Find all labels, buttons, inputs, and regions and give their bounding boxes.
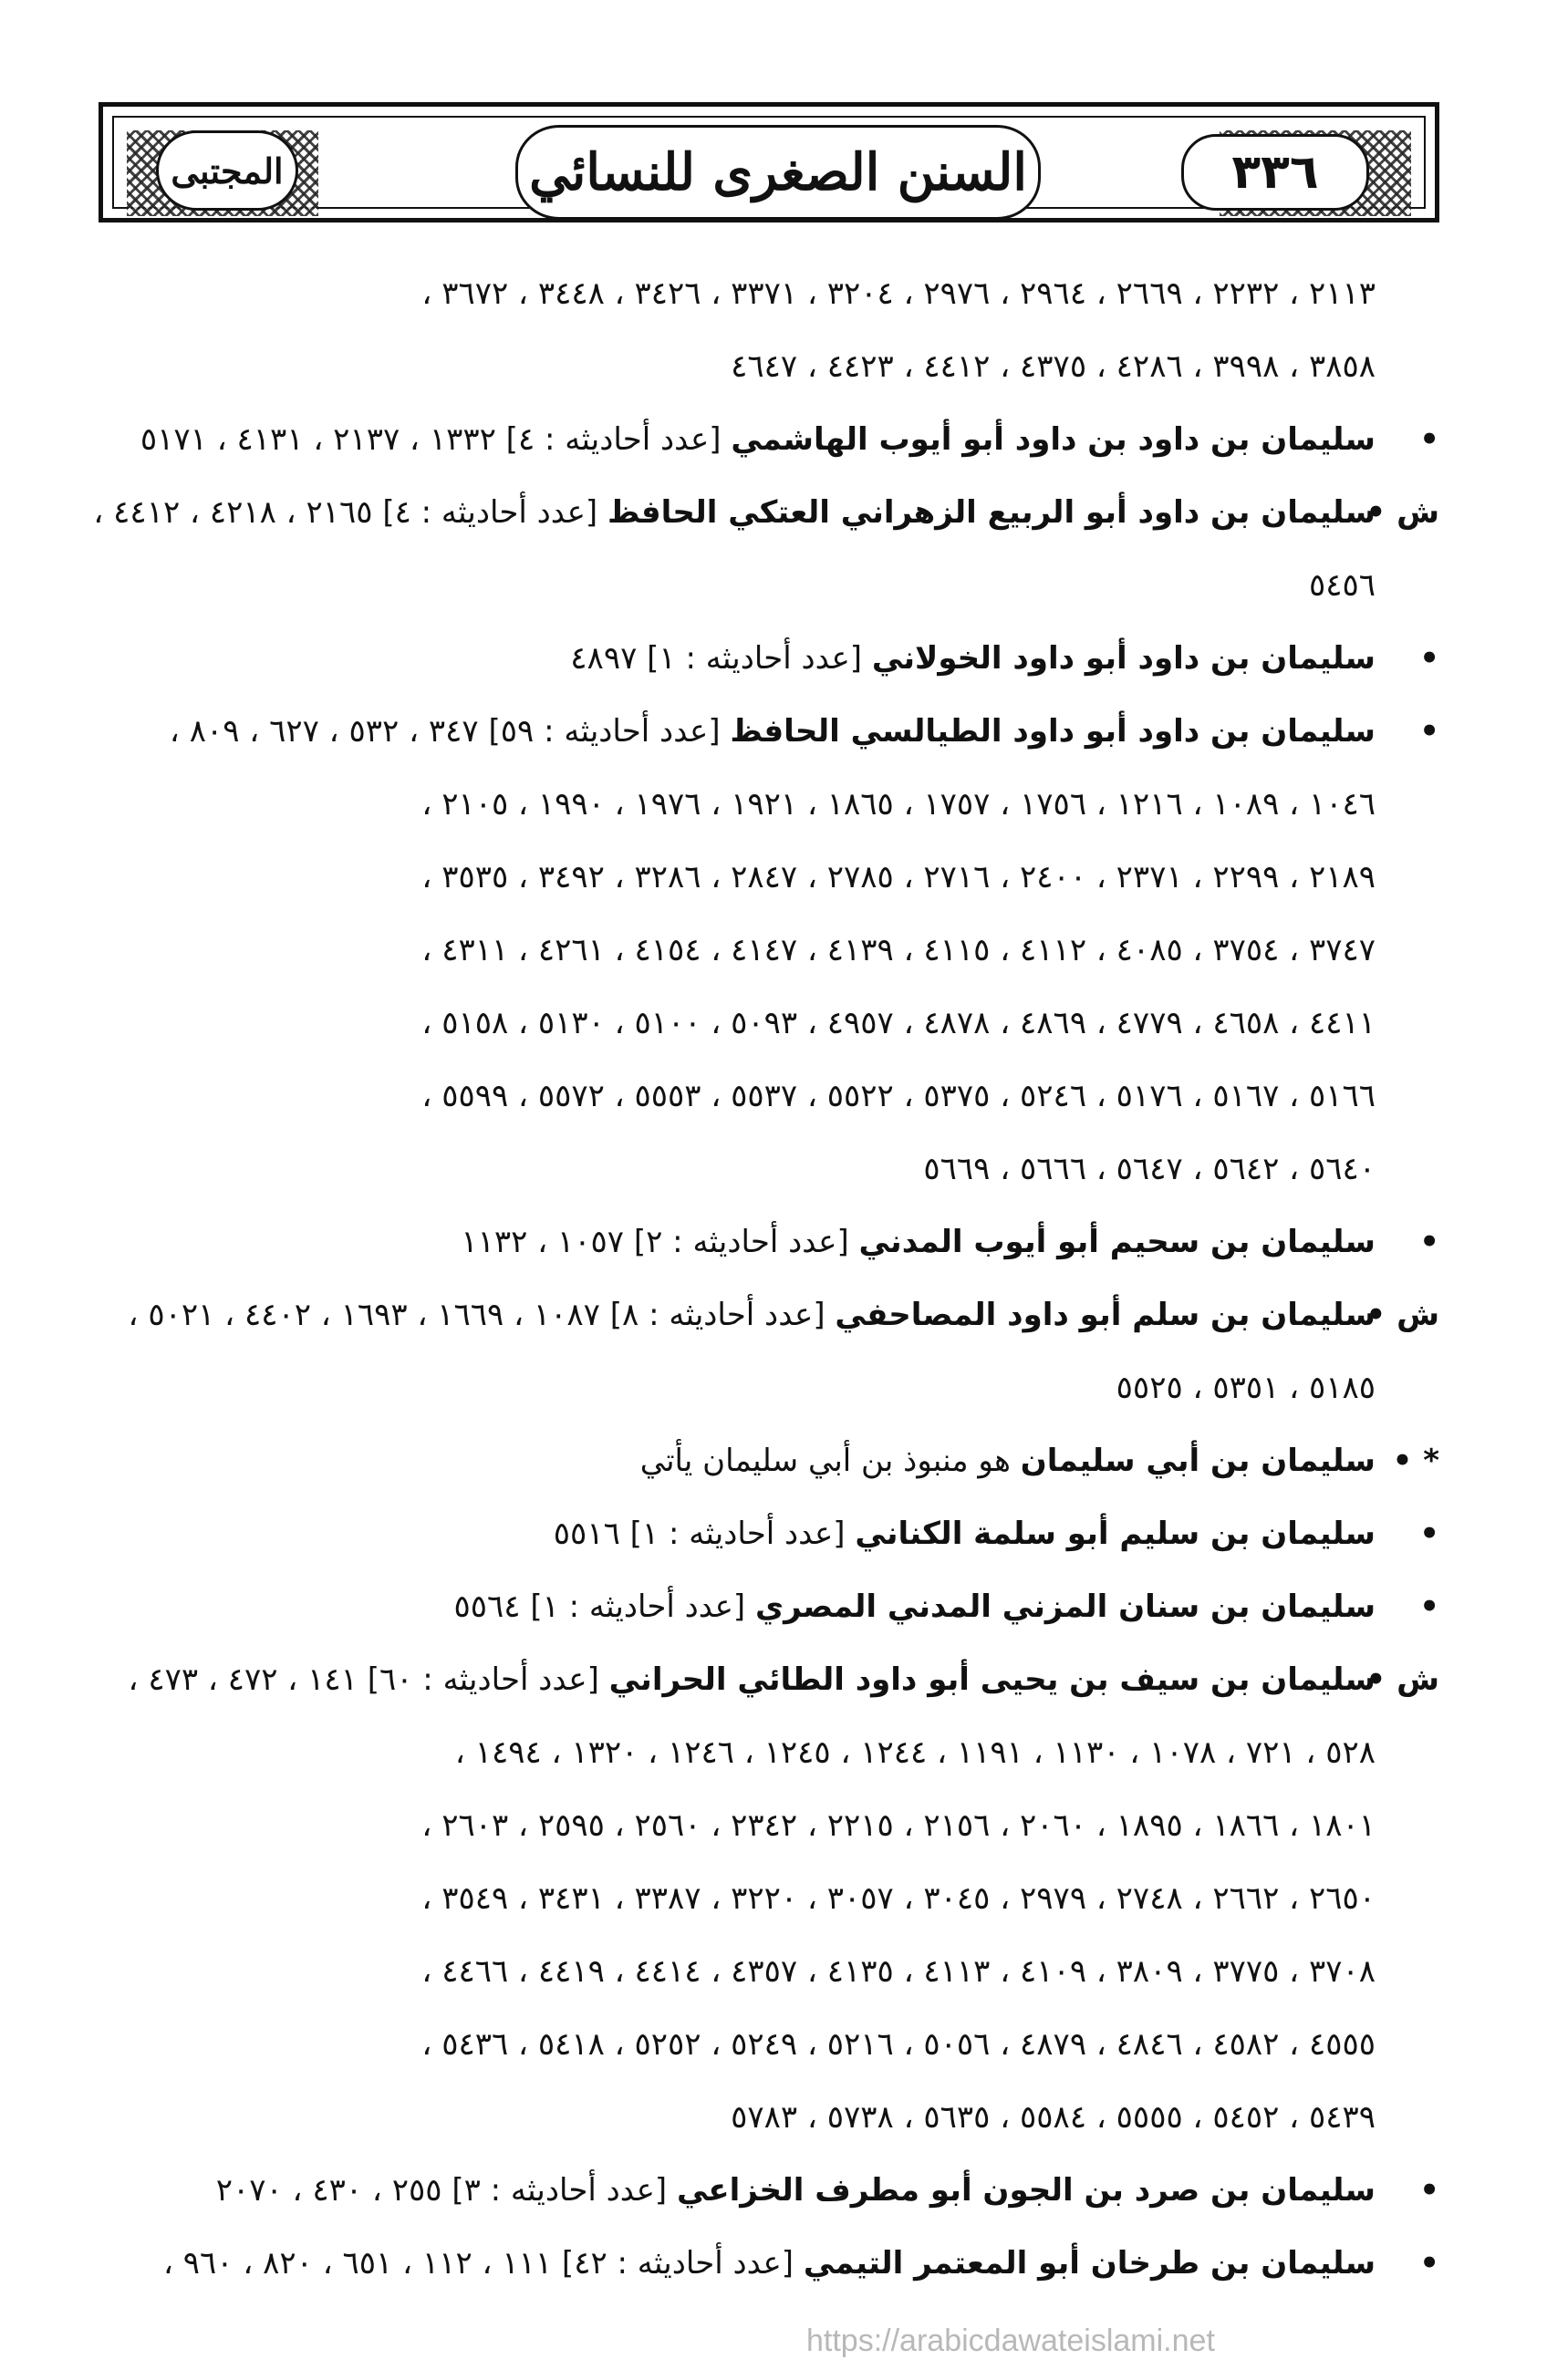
hadith-number-line — [108, 2081, 1439, 2154]
narrator-entry — [108, 1497, 1439, 1570]
narrator-entry — [108, 1570, 1439, 1643]
narrator-name: سليمان بن سحيم أبو أيوب المدني — [858, 1224, 1376, 1260]
hadith-numbers: ١٠٨٧ ، ١٦٦٩ ، ١٦٩٣ ، ٤٤٠٢ ، ٥٠٢١ ، — [128, 1297, 600, 1333]
entry-marker: • — [1419, 713, 1439, 750]
hadith-numbers: ١٤١ ، ٤٧٢ ، ٤٧٣ ، — [128, 1661, 358, 1698]
page-number: ٣٣٦ — [1231, 145, 1319, 200]
hadith-numbers: ١٣٣٢ ، ٢١٣٧ ، ٤١٣١ ، ٥١٧١ — [140, 421, 496, 458]
hadith-numbers: ١٠٥٧ ، ١١٣٢ — [461, 1224, 625, 1260]
entry-marker: • — [1419, 2245, 1439, 2282]
hadith-count: [عدد أحاديثه : ٤٢] — [561, 2245, 794, 2282]
entry-marker: • — [1419, 1516, 1439, 1552]
narrator-entry — [108, 1643, 1439, 1716]
narrator-entry — [108, 1424, 1439, 1497]
hadith-numbers: ٥١٨٥ ، ٥٣٥١ ، ٥٥٢٥ — [1116, 1370, 1376, 1406]
book-logo — [156, 130, 298, 211]
hadith-numbers: ٥٤٣٩ ، ٥٤٥٢ ، ٥٥٥٥ ، ٥٥٨٤ ، ٥٦٣٥ ، ٥٧٣٨ ، ٥٧٨٣ — [731, 2099, 1376, 2136]
hadith-count: [عدد أحاديثه : ١] — [530, 1588, 746, 1625]
page-number-box — [1181, 134, 1369, 211]
hadith-numbers: ٢١٨٩ ، ٢٢٩٩ ، ٢٣٧١ ، ٢٤٠٠ ، ٢٧١٦ ، ٢٧٨٥ ، ٢٨٤٧ ، ٣٢٨٦ ، ٣٤٩٢ ، ٣٥٣٥ ، — [421, 859, 1376, 895]
hadith-count: [عدد أحاديثه : ٥٩] — [488, 713, 721, 750]
entry-marker: • — [1419, 640, 1439, 677]
hadith-numbers: ٣٤٧ ، ٥٣٢ ، ٦٢٧ ، ٨٠٩ ، — [169, 713, 479, 750]
hadith-number-line — [108, 1716, 1439, 1789]
hadith-count: [عدد أحاديثه : ١] — [629, 1516, 846, 1552]
hadith-numbers: ٤٤١١ ، ٤٦٥٨ ، ٤٧٧٩ ، ٤٨٦٩ ، ٤٨٧٨ ، ٤٩٥٧ ، ٥٠٩٣ ، ٥١٠٠ ، ٥١٣٠ ، ٥١٥٨ ، — [421, 1005, 1376, 1041]
narrator-entry — [108, 2154, 1439, 2227]
entry-marker: • — [1419, 2172, 1439, 2209]
narrator-name: سليمان بن سلم أبو داود المصاحفي — [835, 1297, 1376, 1333]
entry-marker: ش • — [1365, 1661, 1439, 1698]
hadith-numbers: ٥١٦٦ ، ٥١٦٧ ، ٥١٧٦ ، ٥٢٤٦ ، ٥٣٧٥ ، ٥٥٢٢ ، ٥٥٣٧ ، ٥٥٥٣ ، ٥٥٧٢ ، ٥٥٩٩ ، — [421, 1078, 1376, 1114]
page-header — [99, 102, 1439, 222]
hadith-numbers: ٥٦٤٠ ، ٥٦٤٢ ، ٥٦٤٧ ، ٥٦٦٦ ، ٥٦٦٩ — [923, 1151, 1376, 1187]
hadith-count: [عدد أحاديثه : ١] — [647, 640, 863, 677]
hadith-number-line — [108, 1351, 1439, 1424]
narrator-entry — [108, 695, 1439, 768]
entry-marker: • — [1419, 1588, 1439, 1625]
hadith-numbers: ١١١ ، ١١٢ ، ٦٥١ ، ٨٢٠ ، ٩٦٠ ، — [162, 2245, 553, 2282]
header-frame — [112, 116, 1426, 209]
hadith-number-line — [108, 1060, 1439, 1133]
hadith-numbers: ١٠٤٦ ، ١٠٨٩ ، ١٢١٦ ، ١٧٥٦ ، ١٧٥٧ ، ١٨٦٥ ، ١٩٢١ ، ١٩٧٦ ، ١٩٩٠ ، ٢١٠٥ ، — [421, 786, 1376, 823]
narrator-name: سليمان بن سليم أبو سلمة الكناني — [855, 1516, 1376, 1552]
entry-marker: * • — [1392, 1443, 1439, 1479]
hadith-number-line — [108, 1789, 1439, 1862]
hadith-number-line — [108, 1862, 1439, 1935]
narrator-entry — [108, 1278, 1439, 1351]
narrator-name: سليمان بن أبي سليمان — [1020, 1443, 1376, 1479]
hadith-count: [عدد أحاديثه : ٤] — [382, 494, 598, 531]
narrator-entry — [108, 403, 1439, 476]
narrator-name: سليمان بن داود بن داود أبو أيوب الهاشمي — [731, 421, 1376, 458]
hadith-number-line — [108, 257, 1439, 330]
hadith-numbers: ٥٥٦٤ — [453, 1588, 521, 1625]
hadith-numbers: ٢٦٥٠ ، ٢٦٦٢ ، ٢٧٤٨ ، ٢٩٧٩ ، ٣٠٤٥ ، ٣٠٥٧ ، ٣٢٢٠ ، ٣٣٨٧ ، ٣٤٣١ ، ٣٥٤٩ ، — [421, 1880, 1376, 1917]
logo-text: المجتبى — [171, 150, 284, 191]
hadith-number-line — [108, 914, 1439, 987]
hadith-number-line — [108, 768, 1439, 841]
hadith-count: [عدد أحاديثه : ٤] — [505, 421, 722, 458]
hadith-number-line — [108, 330, 1439, 403]
hadith-count: [عدد أحاديثه : ٨] — [609, 1297, 825, 1333]
hadith-number-line — [108, 2008, 1439, 2081]
hadith-number-line — [108, 549, 1439, 622]
hadith-number-line — [108, 987, 1439, 1060]
entry-marker: ش • — [1365, 494, 1439, 531]
narrator-name: سليمان بن داود أبو الربيع الزهراني العتكي الحافظ — [607, 494, 1376, 531]
narrator-name: سليمان بن صرد بن الجون أبو مطرف الخزاعي — [677, 2172, 1376, 2209]
hadith-numbers: ٤٥٥٥ ، ٤٥٨٢ ، ٤٨٤٦ ، ٤٨٧٩ ، ٥٠٥٦ ، ٥٢١٦ ، ٥٢٤٩ ، ٥٢٥٢ ، ٥٤١٨ ، ٥٤٣٦ ، — [421, 2026, 1376, 2063]
narrator-name: سليمان بن داود أبو داود الخولاني — [871, 640, 1376, 677]
narrator-name: سليمان بن سيف بن يحيى أبو داود الطائي الحراني — [608, 1661, 1376, 1698]
hadith-numbers: ٢١٦٥ ، ٤٢١٨ ، ٤٤١٢ ، — [93, 494, 373, 531]
hadith-numbers: ٥٢٨ ، ٧٢١ ، ١٠٧٨ ، ١١٣٠ ، ١١٩١ ، ١٢٤٤ ، ١٢٤٥ ، ١٢٤٦ ، ١٣٢٠ ، ١٤٩٤ ، — [454, 1734, 1376, 1771]
hadith-numbers: ٥٥١٦ — [553, 1516, 620, 1552]
hadith-count: [عدد أحاديثه : ٦٠] — [367, 1661, 599, 1698]
entry-marker: • — [1419, 421, 1439, 458]
hadith-numbers: ٢٥٥ ، ٤٣٠ ، ٢٠٧٠ — [215, 2172, 442, 2209]
hadith-number-line — [108, 841, 1439, 914]
narrator-name: سليمان بن طرخان أبو المعتمر التيمي — [803, 2245, 1376, 2282]
narrator-entry — [93, 476, 1439, 549]
narrator-entry — [108, 1206, 1439, 1278]
hadith-numbers: ٣٧٤٧ ، ٣٧٥٤ ، ٤٠٨٥ ، ٤١١٢ ، ٤١١٥ ، ٤١٣٩ ، ٤١٤٧ ، ٤١٥٤ ، ٤٢٦١ ، ٤٣١١ ، — [421, 932, 1376, 968]
hadith-numbers: ١٨٠١ ، ١٨٦٦ ، ١٨٩٥ ، ٢٠٦٠ ، ٢١٥٦ ، ٢٢١٥ ، ٢٣٤٢ ، ٢٥٦٠ ، ٢٥٩٥ ، ٢٦٠٣ ، — [421, 1807, 1376, 1844]
watermark-url: https://arabicdawateislami.net — [806, 2323, 1215, 2358]
narrator-name: سليمان بن سنان المزني المدني المصري — [755, 1588, 1376, 1625]
narrator-name: سليمان بن داود أبو داود الطيالسي الحافظ — [730, 713, 1376, 750]
hadith-numbers: ٢١١٣ ، ٢٢٣٢ ، ٢٦٦٩ ، ٢٩٦٤ ، ٢٩٧٦ ، ٣٢٠٤ ، ٣٣٧١ ، ٣٤٢٦ ، ٣٤٤٨ ، ٣٦٧٢ ، — [421, 275, 1376, 312]
narrator-index-list — [93, 257, 1439, 2300]
entry-marker: • — [1419, 1224, 1439, 1260]
hadith-numbers: ٣٨٥٨ ، ٣٩٩٨ ، ٤٢٨٦ ، ٤٣٧٥ ، ٤٤١٢ ، ٤٤٢٣ ، ٤٦٤٧ — [731, 348, 1376, 385]
hadith-numbers: هو منبوذ بن أبي سليمان يأتي — [639, 1443, 1011, 1479]
hadith-numbers: ٣٧٠٨ ، ٣٧٧٥ ، ٣٨٠٩ ، ٤١٠٩ ، ٤١١٣ ، ٤١٣٥ ، ٤٣٥٧ ، ٤٤١٤ ، ٤٤١٩ ، ٤٤٦٦ ، — [421, 1953, 1376, 1990]
entry-marker: ش • — [1365, 1297, 1439, 1333]
hadith-numbers: ٤٨٩٧ — [570, 640, 638, 677]
book-title: السنن الصغرى للنسائي — [529, 142, 1027, 202]
hadith-count: [عدد أحاديثه : ٢] — [633, 1224, 849, 1260]
narrator-entry — [108, 622, 1439, 695]
narrator-entry — [108, 2227, 1439, 2300]
hadith-count: [عدد أحاديثه : ٣] — [452, 2172, 668, 2209]
hadith-number-line — [108, 1935, 1439, 2008]
title-cartouche — [515, 125, 1041, 220]
hadith-numbers: ٥٤٥٦ — [1308, 567, 1376, 604]
hadith-number-line — [108, 1133, 1439, 1206]
